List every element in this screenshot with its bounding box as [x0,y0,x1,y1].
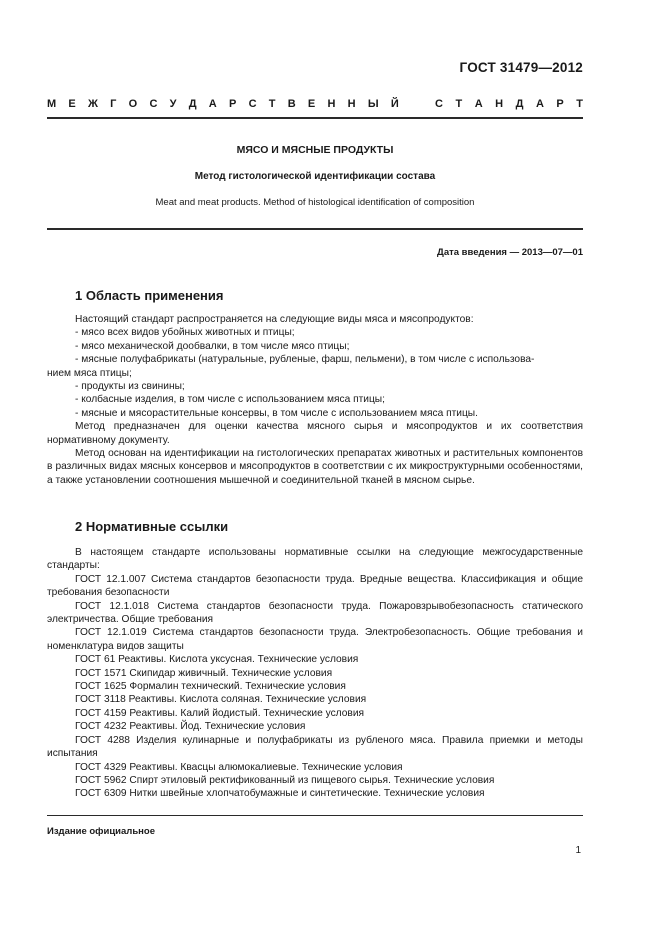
reference-item: ГОСТ 61 Реактивы. Кислота уксусная. Технические условия [75,654,359,666]
reference-item: ГОСТ 4329 Реактивы. Квасцы алюмокалиевые. Технические условия [75,761,403,773]
banner-letter: Ж [87,98,98,110]
document-title: МЯСО И МЯСНЫЕ ПРОДУКТЫ [236,144,394,156]
banner-letter: Е [307,98,316,110]
banner-letter: Т [576,98,583,110]
page-number: 1 [575,845,581,856]
banner-left-word [47,98,399,110]
reference-item: ГОСТ 12.1.007 Система стандартов безопасности труда. Вредные вещества. Классификация и общие требования безопасности [47,573,583,599]
banner-letter: Ы [367,98,379,110]
scope-list-item: - продукты из свинины; [75,381,185,393]
section-1-body [47,313,583,487]
banner-letter: Р [556,98,564,110]
standard-banner [47,98,583,110]
banner-letter: Е [68,98,76,110]
reference-list [47,573,583,801]
reference-item: ГОСТ 1571 Скипидар живичный. Технические условия [75,667,333,679]
banner-letter: А [208,98,217,110]
banner-letter: Н [495,98,504,110]
banner-letter: С [149,98,158,110]
scope-list-item: - мясо всех видов убойных животных и птицы; [75,327,295,339]
banner-right-word [435,98,583,110]
banner-letter: Т [268,98,276,110]
banner-letter: С [248,98,257,110]
scope-list-item: - колбасные изделия, в том числе с использованием мяса птицы; [75,394,385,406]
scope-list-item: нием мяса птицы; [47,367,132,379]
document-subtitle: Метод гистологической идентификации состава [194,171,436,182]
footer-divider [47,815,583,816]
section-1-intro: Настоящий стандарт распространяется на следующие виды мяса и мясопродуктов: [75,314,474,325]
reference-item: ГОСТ 6309 Нитки швейные хлопчатобумажные и синтетические. Технические условия [75,788,485,800]
banner-letter: У [169,98,177,110]
document-number: ГОСТ 31479—2012 [459,60,583,75]
banner-letter: Й [390,98,399,110]
english-title: Meat and meat products. Method of histological identification of composition [155,197,475,208]
scope-list-item: - мясо механической дообвалки, в том числе мясо птицы; [75,340,350,352]
title-divider [47,228,583,230]
section-2-intro: В настоящем стандарте использованы нормативные ссылки на следующие межгосударственные стандарты: [47,547,583,572]
reference-item: ГОСТ 12.1.018 Система стандартов безопасности труда. Пожаровзрывобезопасность статического электричества. Общие требования [47,600,583,626]
banner-letter: С [435,98,443,110]
banner-letter: М [47,98,57,110]
reference-item: ГОСТ 4232 Реактивы. Йод. Технические условия [75,721,306,733]
reference-item: ГОСТ 4288 Изделия кулинарные и полуфабрикаты из рубленого мяса. Правила приемки и методы испытания [47,734,583,760]
scope-list [47,326,583,420]
banner-letter: Г [110,98,117,110]
banner-letter: Н [327,98,336,110]
reference-item: ГОСТ 4159 Реактивы. Калий йодистый. Технические условия [75,707,365,719]
banner-letter: Р [228,98,237,110]
section-2-heading: 2 Нормативные ссылки [75,519,229,534]
section-1-basis: Метод основан на идентификации на гистологических препаратах животных и растительных компонентов в различных видах мясных консервов и мясопродуктов в соответствии с их микроструктурными особенностями, а также установлении соотношения мышечной и соединительной тканей в мясном сырье. [47,448,583,486]
scope-list-item: - мясные и мясорастительные консервы, в том числе с использованием мяса птицы. [75,407,478,419]
banner-divider [47,117,583,119]
banner-letter: Н [347,98,356,110]
reference-item: ГОСТ 5962 Спирт этиловый ректификованный из пищевого сырья. Технические условия [75,774,495,786]
section-2-body [47,546,583,801]
banner-letter: А [535,98,544,110]
introduction-date: Дата введения — 2013—07—01 [437,247,583,258]
scope-list-item: - мясные полуфабрикаты (натуральные, рубленые, фарш, пельмени), в том числе с использова- [75,354,535,366]
banner-letter: В [287,98,296,110]
reference-item: ГОСТ 12.1.019 Система стандартов безопасности труда. Электробезопасность. Общие требования и номенклатура видов защиты [47,627,583,652]
banner-letter: О [128,98,138,110]
banner-letter: А [474,98,483,110]
banner-letter: Д [515,98,524,110]
section-1-heading: 1 Область применения [75,288,224,303]
reference-item: ГОСТ 1625 Формалин технический. Технические условия [75,681,346,693]
edition-label: Издание официальное [47,826,155,837]
reference-item: ГОСТ 3118 Реактивы. Кислота соляная. Технические условия [75,694,367,706]
section-1-purpose: Метод предназначен для оценки качества мясного сырья и мясопродуктов и их соответствия нормативному документу. [47,421,583,446]
banner-letter: Д [188,98,197,110]
banner-letter: Т [455,98,463,110]
